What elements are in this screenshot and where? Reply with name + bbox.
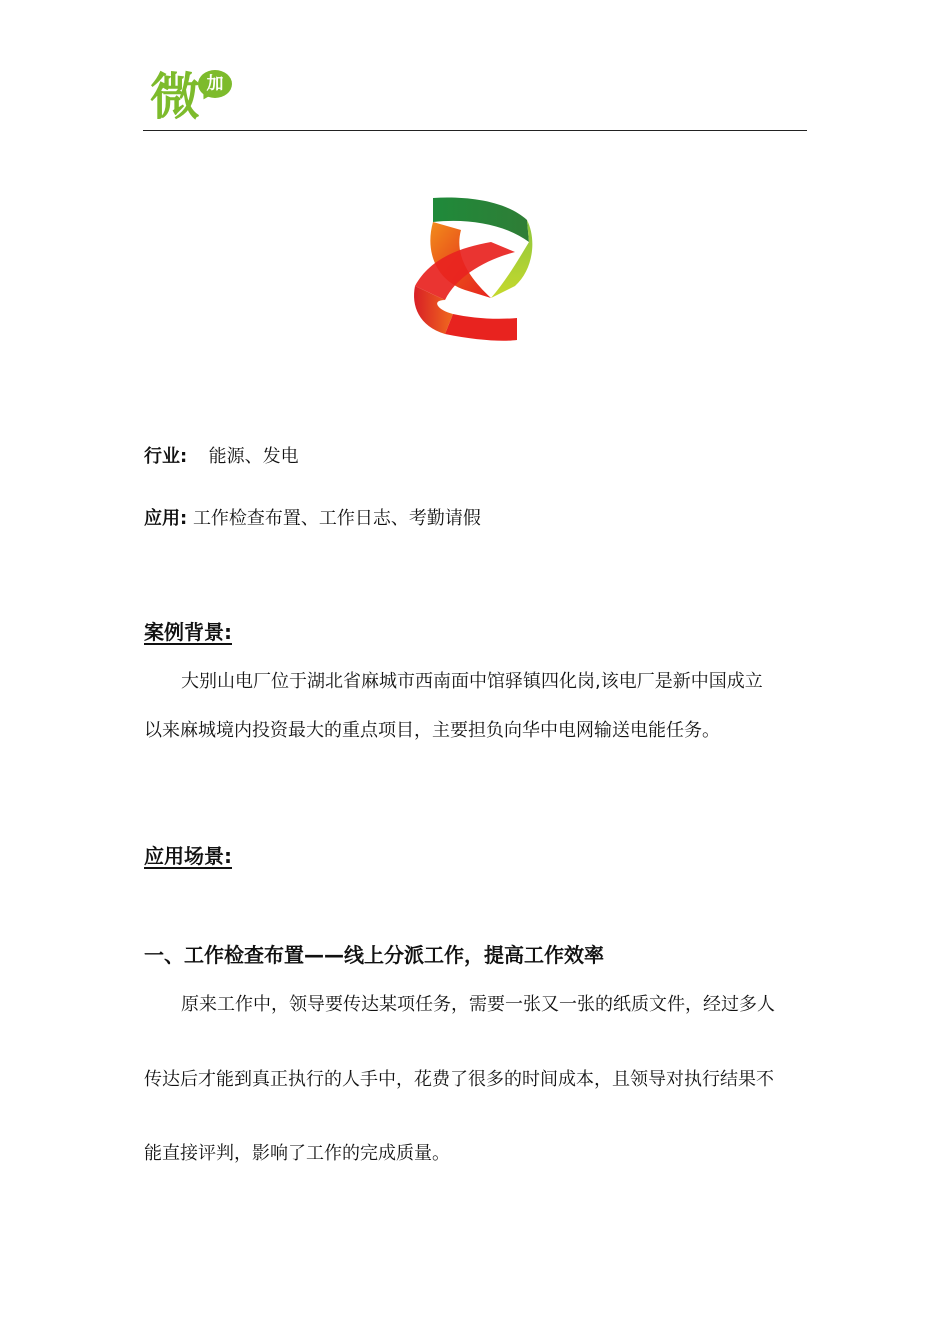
section-1-title: 一、工作检查布置——线上分派工作，提高工作效率 [144,943,604,967]
industry-value: 能源、发电 [208,446,299,467]
background-line-2: 以来麻城境内投资最大的重点项目，主要担负向华中电网输送电能任务。 [144,720,720,741]
industry-label: 行业: [144,446,188,467]
section-1-line-3: 能直接评判，影响了工作的完成质量。 [144,1143,450,1164]
header-divider [143,130,807,131]
industry-row [144,445,299,469]
application-value: 工作检查布置、工作日志、考勤请假 [192,508,481,529]
section-1-line-1: 原来工作中，领导要传达某项任务，需要一张又一张的纸质文件，经过多人 [181,994,775,1015]
brand-logo-main-char: 微 [150,68,198,126]
company-logo [405,190,545,355]
application-row [144,507,481,531]
background-heading: 案例背景: [144,620,232,644]
application-label: 应用: [144,508,188,529]
scenarios-heading: 应用场景: [144,844,232,868]
brand-logo-bubble-char: 加 [206,74,224,94]
brand-logo [150,68,236,126]
section-1-line-2: 传达后才能到真正执行的人手中，花费了很多的时间成本，且领导对执行结果不 [144,1069,774,1090]
background-line-1: 大别山电厂位于湖北省麻城市西南面中馆驿镇四化岗,该电厂是新中国成立 [181,671,763,692]
